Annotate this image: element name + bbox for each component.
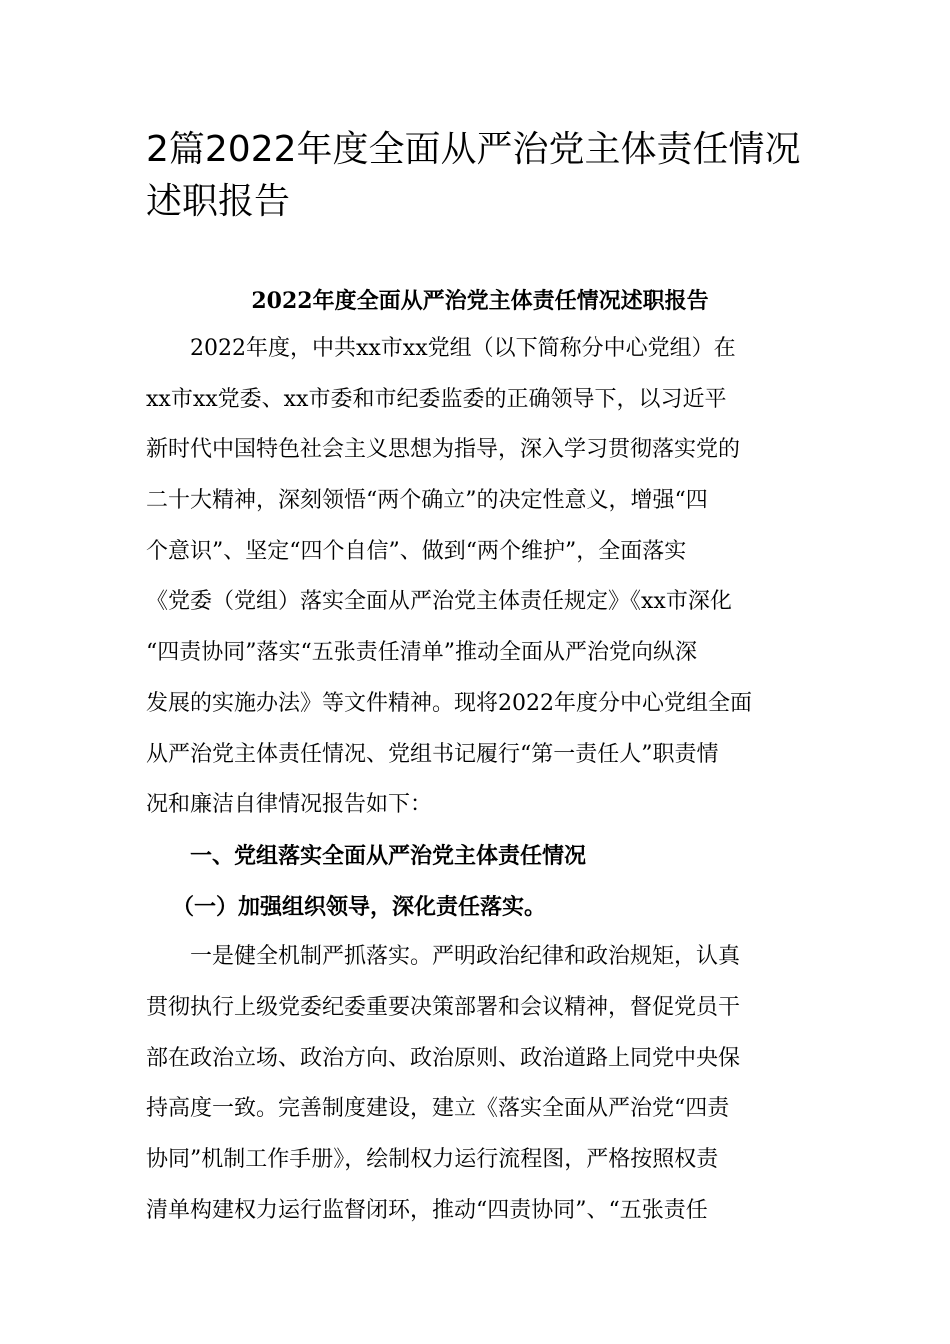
section-heading: 一、党组落实全面从严治党主体责任情况 — [190, 842, 587, 869]
paragraph-line: 贯彻执行上级党委纪委重要决策部署和会议精神，督促党员干 — [146, 994, 741, 1020]
title-line: 2篇2022年度全面从严治党主体责任情况 — [146, 129, 801, 170]
paragraph-line: 2022年度，中共xx市xx党组（以下简称分中心党组）在 — [190, 336, 736, 361]
paragraph-line: 部在政治立场、政治方向、政治原则、政治道路上同党中央保 — [146, 1045, 741, 1071]
paragraph-line: “四责协同”落实“五张责任清单”推动全面从严治党向纵深 — [146, 640, 697, 666]
title-line: 述职报告 — [146, 181, 291, 222]
paragraph-line: 持高度一致。完善制度建设，建立《落实全面从严治党“四责 — [146, 1096, 730, 1122]
paragraph-line: 二十大精神，深刻领悟“两个确立”的决定性意义，增强“四 — [146, 488, 708, 514]
paragraph-line: 从严治党主体责任情况、党组书记履行“第一责任人”职责情 — [146, 741, 719, 767]
paragraph-line: xx市xx党委、xx市委和市纪委监委的正确领导下，以习近平 — [146, 386, 727, 412]
report-subtitle: 2022年度全面从严治党主体责任情况述职报告 — [251, 288, 709, 314]
paragraph-line: 清单构建权力运行监督闭环，推动“四责协同”、“五张责任 — [146, 1197, 708, 1223]
document-title — [146, 124, 826, 228]
paragraph-line: 一是健全机制严抓落实。严明政治纪律和政治规矩，认真 — [190, 944, 741, 970]
paragraph-line: 发展的实施办法》等文件精神。现将2022年度分中心党组全面 — [146, 690, 752, 716]
paragraph-line: 个意识”、坚定“四个自信”、做到“两个维护”，全面落实 — [146, 538, 687, 564]
document-body — [146, 278, 806, 1236]
paragraph-line: 新时代中国特色社会主义思想为指导，深入学习贯彻落实党的 — [146, 437, 741, 463]
intro-paragraph — [146, 324, 806, 831]
paragraph-line: 况和廉洁自律情况报告如下： — [146, 792, 433, 818]
section-subheading: （一）加强组织领导，深化责任落实。 — [172, 893, 547, 920]
paragraph-line: 协同”机制工作手册》，绘制权力运行流程图，严格按照权责 — [146, 1147, 719, 1172]
section-paragraph — [146, 932, 806, 1236]
paragraph-line: 《党委（党组）落实全面从严治党主体责任规定》《xx市深化 — [146, 589, 732, 615]
